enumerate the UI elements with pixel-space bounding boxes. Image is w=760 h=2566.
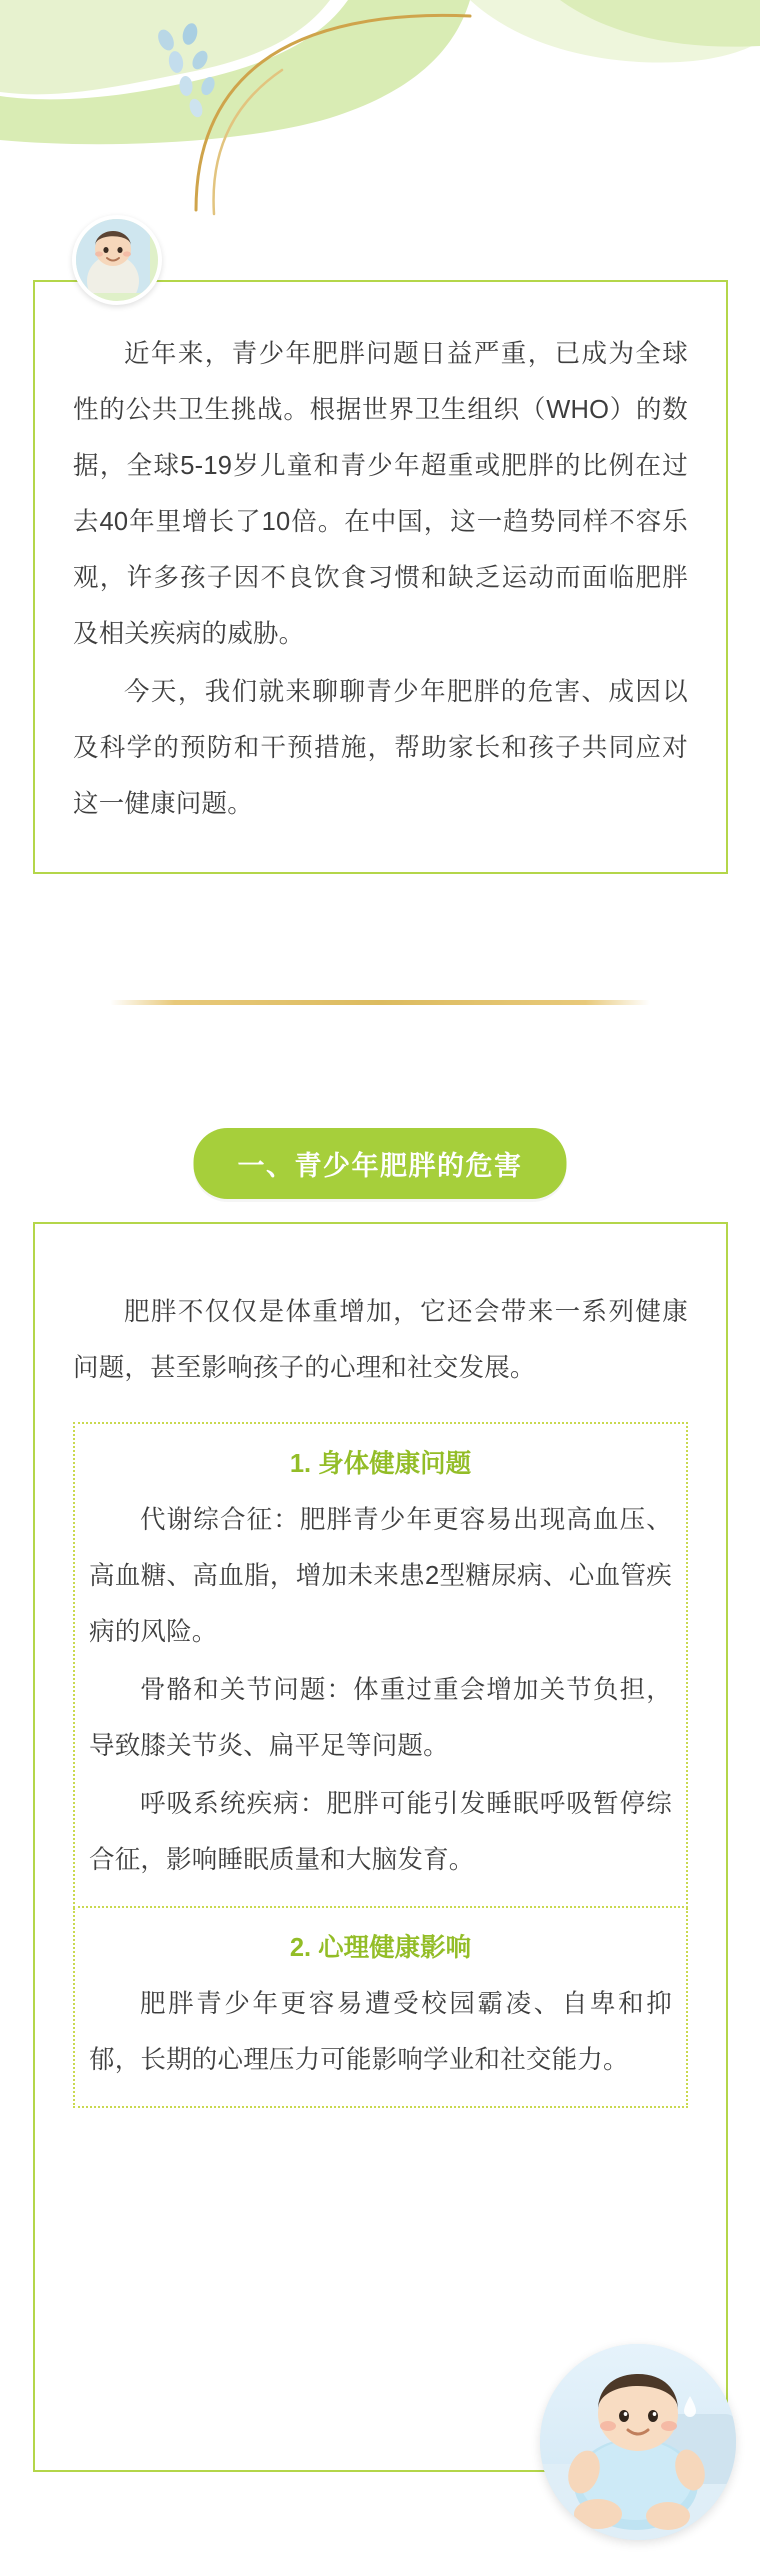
- header-decoration: [0, 0, 760, 230]
- subsection-1-paragraph-3: 呼吸系统疾病：肥胖可能引发睡眠呼吸暂停综合征，影响睡眠质量和大脑发育。: [89, 1790, 672, 1874]
- bottom-illustration: [540, 2344, 736, 2540]
- avatar: [72, 215, 162, 305]
- intro-box: [33, 280, 728, 874]
- intro-paragraph-2: 今天，我们就来聊聊青少年肥胖的危害、成因以及科学的预防和干预措施，帮助家长和孩子共同应对这一健康问题。: [73, 678, 688, 818]
- subsection-physical-health: [73, 1422, 688, 1908]
- gold-divider: [110, 1000, 650, 1005]
- content-box: [33, 1222, 728, 2472]
- subsection-mental-health: [73, 1908, 688, 2108]
- section-intro-paragraph: 肥胖不仅仅是体重增加，它还会带来一系列健康问题，甚至影响孩子的心理和社交发展。: [73, 1298, 688, 1382]
- subsection-2-paragraph-1: 肥胖青少年更容易遭受校园霸凌、自卑和抑郁，长期的心理压力可能影响学业和社交能力。: [89, 1990, 672, 2074]
- intro-paragraph-1: 近年来，青少年肥胖问题日益严重，已成为全球性的公共卫生挑战。根据世界卫生组织（WHO）的数据，全球5-19岁儿童和青少年超重或肥胖的比例在过去40年里增长了10倍。在中国，这一趋势同样不容乐观，许多孩子因不良饮食习惯和缺乏运动而面临肥胖及相关疾病的威胁。: [73, 340, 688, 648]
- subsection-1-paragraph-1: 代谢综合征：肥胖青少年更容易出现高血压、高血糖、高血脂，增加未来患2型糖尿病、心血管疾病的风险。: [89, 1506, 672, 1646]
- subsection-title-1: 1. 身体健康问题: [289, 1450, 472, 1478]
- section-title-badge: 一、青少年肥胖的危害: [194, 1128, 567, 1199]
- subsection-1-paragraph-2: 骨骼和关节问题：体重过重会增加关节负担，导致膝关节炎、扁平足等问题。: [89, 1676, 672, 1760]
- subsection-title-2: 2. 心理健康影响: [289, 1934, 472, 1962]
